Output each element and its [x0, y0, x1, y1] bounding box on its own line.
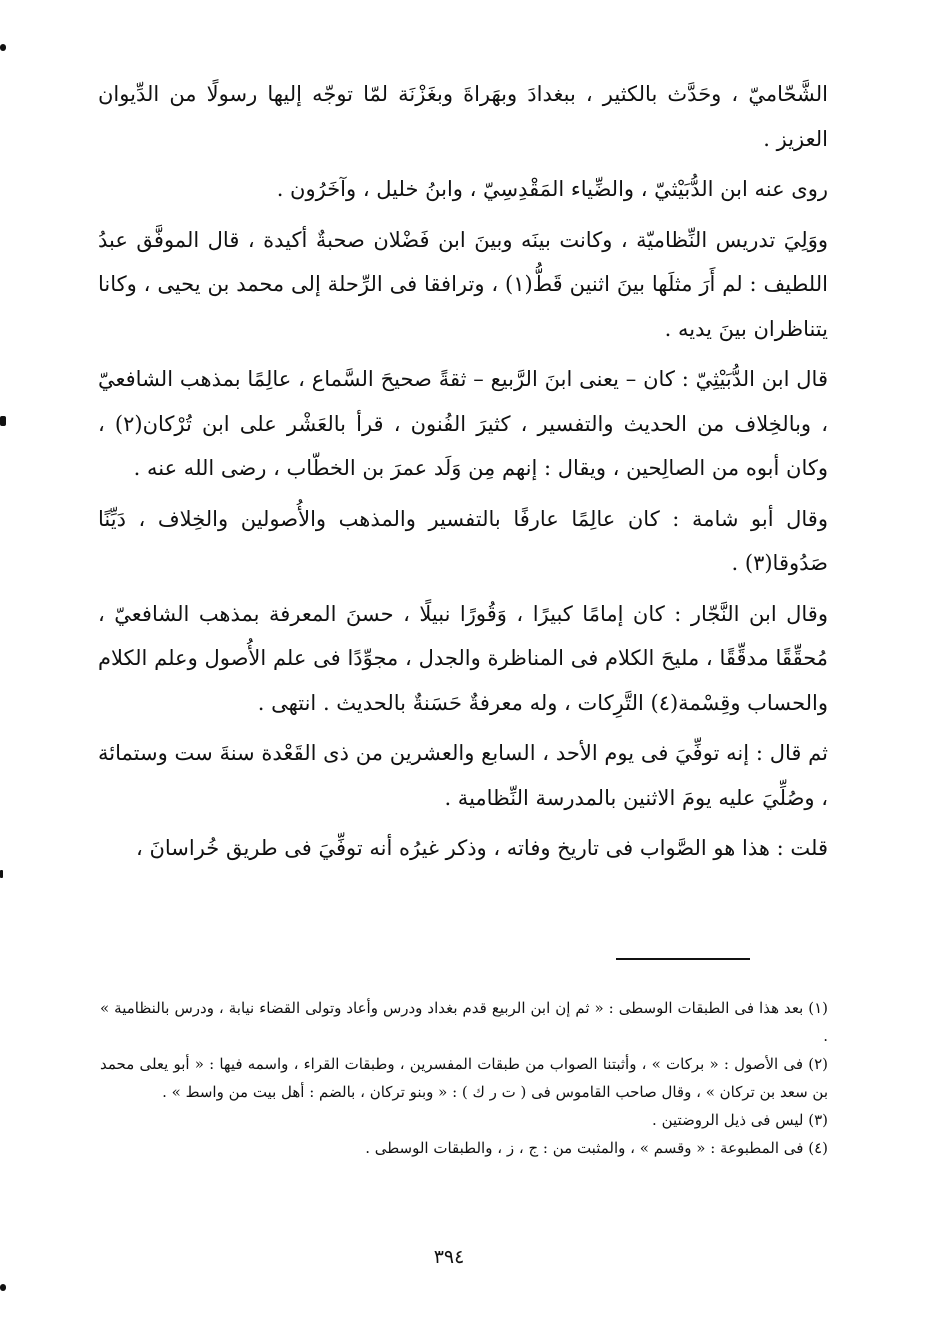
footnote-separator [616, 958, 750, 960]
footnote: (١) بعد هذا فى الطبقات الوسطى : « ثم إن ابن الربيع قدم بغداد ودرس وأعاد وتولى القضاء نيابة ، ودرس بالنظامية » . [100, 999, 828, 1045]
scan-edge-mark [0, 1284, 6, 1291]
paragraph: وقال ابن النَّجّار : كان إمامًا كبيرًا ، وَقُورًا نبيلًا ، حسنَ المعرفة بمذهب الشافعيّ ، مُحقِّقًا مدقِّقًا ، مليحَ الكلام فى المناظرة والجدل ، مجوِّدًا فى علم الأُصول وعلم الكلام والحساب وقِسْمة(٤) التَّرِكات ، وله معرفةٌ حَسَنةٌ بالحديث . انتهى . [98, 601, 828, 715]
footnote: (٣) ليس فى ذيل الروضتين . [652, 1111, 828, 1129]
scan-edge-mark [0, 44, 6, 51]
scan-edge-mark [0, 870, 3, 878]
paragraph: ثم قال : إنه توفِّيَ فى يوم الأحد ، السابع والعشرين من ذى القَعْدة سنةَ ست وستمائة ، وصُلِّيَ عليه يومَ الاثنين بالمدرسة النِّظامية . [98, 741, 828, 810]
page-number: ٣٩٤ [433, 1246, 465, 1268]
scan-edge-mark [0, 416, 6, 426]
paragraph: قلت : هذا هو الصَّواب فى تاريخ وفاته ، وذكر غيرُه أنه توفِّيَ فى طريق خُراسانَ ، [136, 836, 828, 860]
paragraph: وقال أبو شامة : كان عالِمًا عارفًا بالتفسير والمذهب والأُصولين والخِلاف ، دَيِّنًا صَدُوقا(٣) . [98, 506, 828, 575]
paragraph: روى عنه ابن الدُّبَيْثيّ ، والضِّياء المَقْدِسِيّ ، وابنُ خليل ، وآخَرُون . [276, 177, 828, 201]
paragraph: الشَّحّاميّ ، وحَدَّث بالكثير ، ببغدادَ وبهَراةَ وبغَزْنَة لمّا توجّه إليها رسولًا من الدِّيوان العزيز . [98, 82, 828, 151]
paragraph: قال ابن الدُّبَيْثِيّ : كان – يعنى ابنَ الرَّبيع – ثقةً صحيحَ السَّماع ، عالِمًا بمذهب الشافعيّ ، وبالخِلاف من الحديث والتفسير ، كثيرَ الفُنون ، قرأ بالعَشْر على ابن تُرْكان(٢) ، وكان أبوه من الصالِحين ، ويقال : إنهم مِن وَلَد عمرَ بن الخطّاب ، رضى الله عنه . [98, 367, 828, 480]
main-text [98, 72, 828, 877]
footnotes [100, 994, 828, 1162]
paragraph: ووَلِيَ تدريس النِّظاميّة ، وكانت بينَه وبينَ ابن فَضْلان صحبةٌ أكيدة ، قال الموفَّق عبدُ اللطيف : لم أَرَ مثلَها بينَ اثنين قَطُّ(١) ، وترافقا فى الرِّحلة إلى محمد بن يحيى ، وكانا يتناظران بينَ يديه . [98, 227, 828, 341]
footnote: (٢) فى الأصول : « بركات » ، وأثبتنا الصواب من طبقات المفسرين ، وطبقات القراء ، واسمه فيها : « أبو يعلى محمد بن سعد بن تركان » ، وقال صاحب القاموس فى ( ت ر ك ) : « وبنو تركان ، بالضم : أهل بيت من واسط » . [100, 1055, 828, 1101]
footnote: (٤) فى المطبوعة : « وقسم » ، والمثبت من : ج ، ز ، والطبقات الوسطى . [365, 1139, 828, 1157]
